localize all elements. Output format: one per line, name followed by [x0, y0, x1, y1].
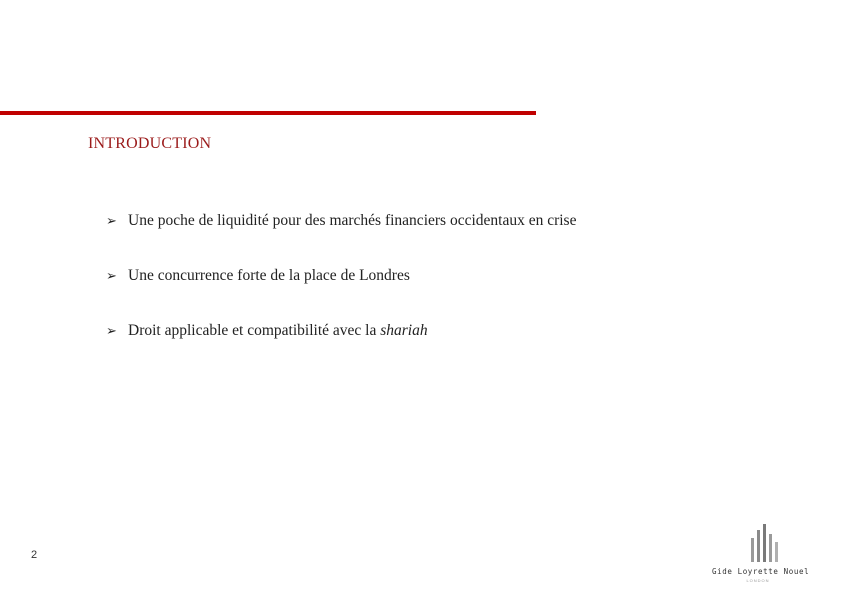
gide-logo-mark-icon — [748, 524, 780, 562]
bullet-text: Droit applicable et compatibilité avec la — [128, 322, 381, 339]
bullet-text: Une poche de liquidité pour des marchés financiers occidentaux en crise — [128, 212, 577, 229]
logo-name: Gide Loyrette Nouel — [712, 567, 810, 576]
bullet-item — [106, 266, 576, 286]
page-number: 2 — [31, 549, 38, 561]
header-red-rule — [0, 111, 536, 115]
bullet-list — [106, 211, 576, 376]
arrow-right-icon: ➢ — [106, 323, 117, 339]
bullet-item — [106, 321, 576, 341]
slide-title: INTRODUCTION — [88, 135, 212, 152]
arrow-right-icon: ➢ — [106, 268, 117, 284]
bullet-emphasis: shariah — [380, 322, 428, 339]
arrow-right-icon: ➢ — [106, 213, 117, 229]
company-logo — [712, 524, 810, 584]
logo-subtitle: LONDON — [746, 578, 770, 583]
bullet-item — [106, 211, 576, 231]
bullet-text: Une concurrence forte de la place de Londres — [128, 267, 410, 284]
